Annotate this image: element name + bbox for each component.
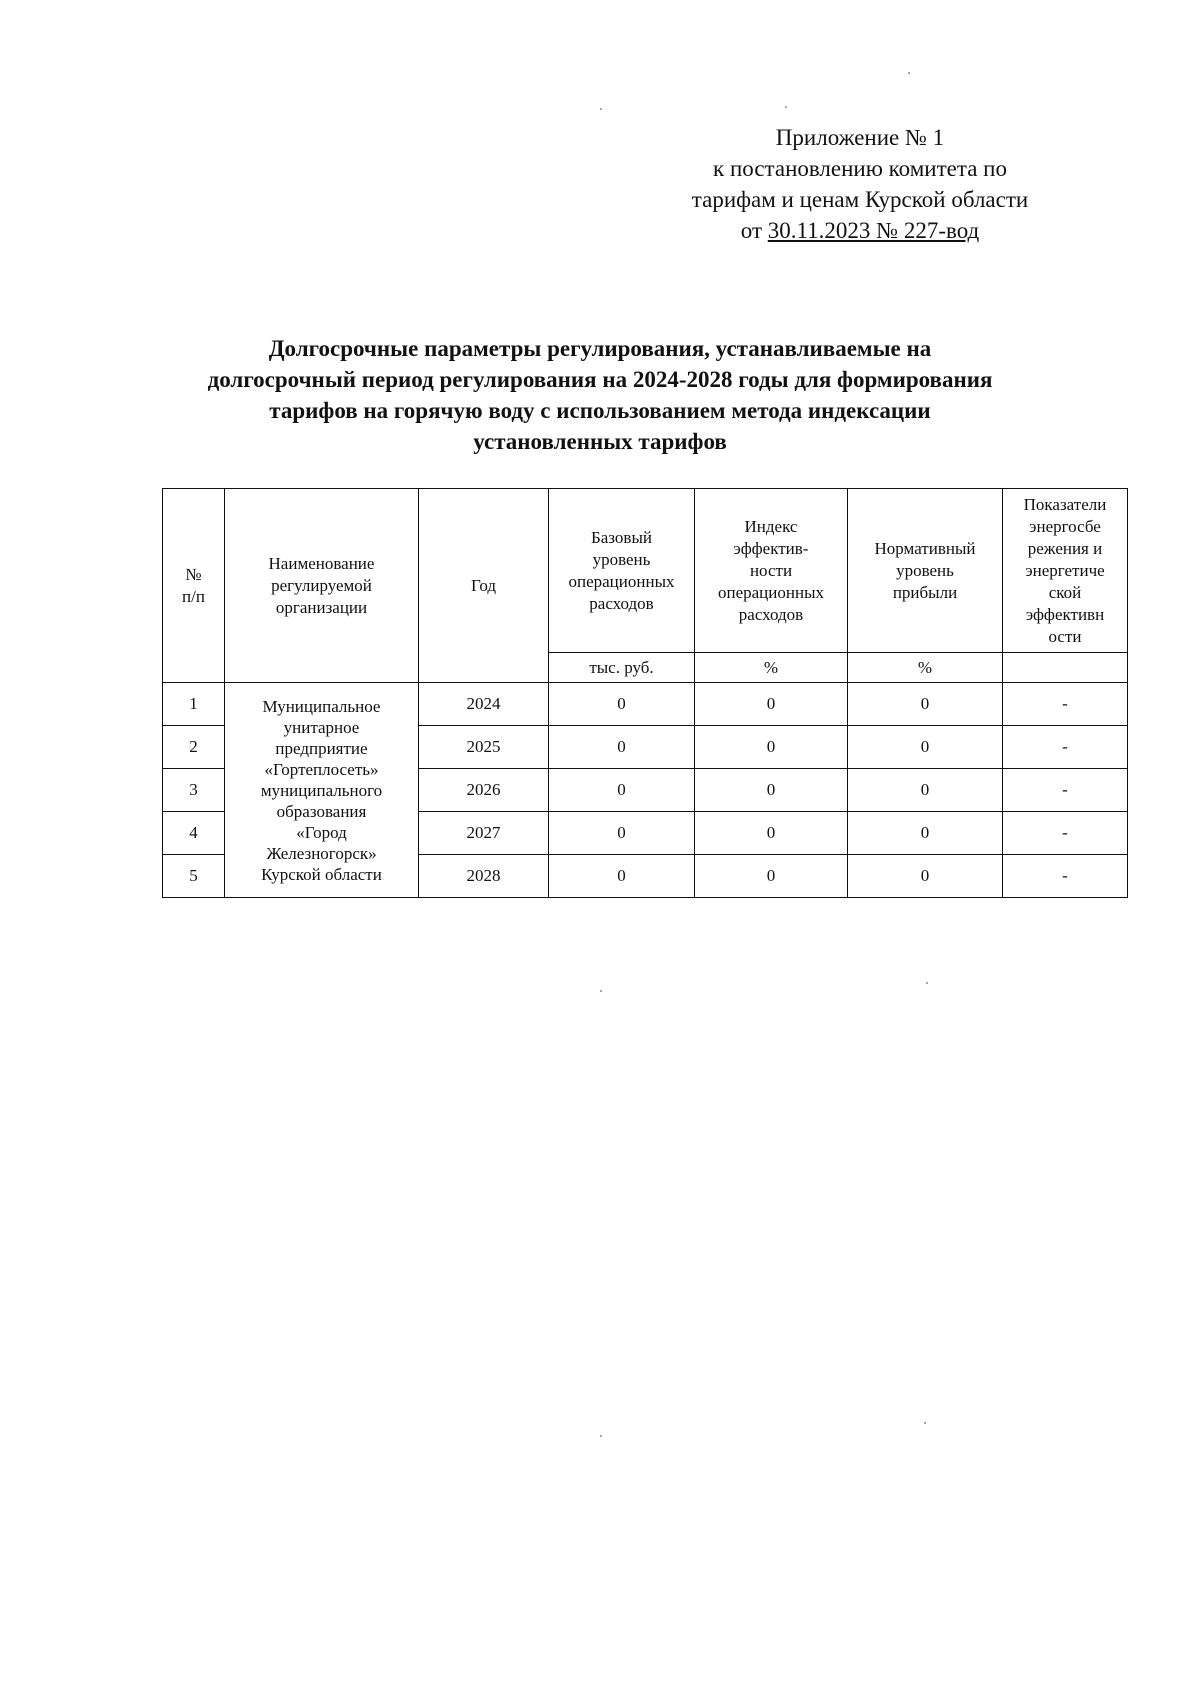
cell-base: 0 [549, 726, 695, 769]
org-line: Курской области [261, 864, 382, 884]
cell-year: 2025 [419, 726, 549, 769]
scan-speck [908, 72, 910, 74]
cell-num: 2 [163, 726, 225, 769]
title-line-2: долгосрочный период регулирования на 2024-2028 годы для формирования [207, 367, 993, 392]
cell-num: 5 [163, 855, 225, 898]
cell-profit: 0 [848, 812, 1003, 855]
header-year: Год [419, 489, 549, 683]
scan-speck [926, 982, 928, 984]
header-energy-line: эффективн [1025, 604, 1105, 624]
title-line-4: установленных тарифов [473, 429, 727, 454]
header-base-line: операционных [568, 571, 675, 591]
header-num-line: № [185, 564, 202, 584]
cell-energy: - [1003, 726, 1128, 769]
org-line: Железногорск» [266, 843, 377, 863]
cell-index: 0 [695, 769, 848, 812]
appendix-line-4 [640, 215, 1080, 246]
cell-year: 2027 [419, 812, 549, 855]
cell-num: 1 [163, 683, 225, 726]
header-num-line: п/п [182, 586, 205, 606]
cell-index: 0 [695, 855, 848, 898]
document-title [130, 333, 1070, 457]
table-row [163, 683, 1128, 726]
org-line: «Город [296, 822, 347, 842]
cell-year: 2026 [419, 769, 549, 812]
cell-base: 0 [549, 812, 695, 855]
header-index-line: эффектив- [733, 538, 809, 558]
appendix-date-prefix: от [740, 218, 768, 243]
header-index-line: операционных [717, 582, 824, 602]
header-energy [1003, 489, 1128, 653]
cell-base: 0 [549, 769, 695, 812]
appendix-header [640, 122, 1080, 246]
scan-speck [600, 1435, 602, 1437]
scan-speck [785, 106, 787, 108]
header-base-line: расходов [589, 593, 654, 613]
cell-energy: - [1003, 855, 1128, 898]
appendix-document-ref: 30.11.2023 № 227-вод [767, 218, 980, 243]
header-energy-line: ской [1048, 582, 1082, 602]
cell-profit: 0 [848, 855, 1003, 898]
cell-index: 0 [695, 683, 848, 726]
header-profit-line: уровень [896, 560, 954, 580]
cell-base: 0 [549, 683, 695, 726]
header-profit-line: прибыли [892, 582, 958, 602]
cell-profit: 0 [848, 769, 1003, 812]
header-profit [848, 489, 1003, 653]
parameters-table [162, 488, 1128, 898]
header-org [225, 489, 419, 683]
org-line: «Гортеплосеть» [264, 759, 379, 779]
header-org-line: организации [275, 597, 368, 617]
header-index-line: расходов [738, 604, 804, 624]
cell-profit: 0 [848, 726, 1003, 769]
unit-base: тыс. руб. [549, 653, 695, 683]
cell-year: 2028 [419, 855, 549, 898]
header-org-line: регулируемой [271, 575, 372, 595]
organization-name [225, 683, 419, 898]
cell-energy: - [1003, 683, 1128, 726]
header-energy-line: энергетиче [1025, 560, 1105, 580]
org-line: предприятие [275, 738, 368, 758]
title-line-1: Долгосрочные параметры регулирования, устанавливаемые на [268, 336, 932, 361]
cell-energy: - [1003, 812, 1128, 855]
scan-speck [924, 1422, 926, 1424]
scan-speck [600, 108, 602, 110]
appendix-line-2: к постановлению комитета по [713, 156, 1007, 181]
appendix-title: Приложение № 1 [775, 125, 945, 150]
header-num [163, 489, 225, 683]
title-line-3: тарифов на горячую воду с использованием метода индексации [269, 398, 931, 423]
cell-index: 0 [695, 812, 848, 855]
header-base-line: Базовый [591, 527, 652, 547]
header-index-line: Индекс [744, 516, 798, 536]
cell-base: 0 [549, 855, 695, 898]
org-line: муниципального [260, 780, 383, 800]
org-line: унитарное [283, 717, 360, 737]
cell-index: 0 [695, 726, 848, 769]
header-row [163, 489, 1128, 653]
header-index-line: ности [749, 560, 793, 580]
cell-profit: 0 [848, 683, 1003, 726]
cell-num: 4 [163, 812, 225, 855]
cell-num: 3 [163, 769, 225, 812]
header-energy-line: энергосбе [1029, 516, 1101, 536]
header-energy-line: режения и [1027, 538, 1103, 558]
cell-year: 2024 [419, 683, 549, 726]
header-profit-line: Нормативный [874, 538, 976, 558]
scan-speck [600, 990, 602, 992]
header-org-line: Наименование [268, 553, 375, 573]
header-energy-line: Показатели [1023, 494, 1107, 514]
header-base [549, 489, 695, 653]
unit-energy [1003, 653, 1128, 683]
header-index [695, 489, 848, 653]
header-energy-line: ости [1048, 626, 1082, 646]
cell-energy: - [1003, 769, 1128, 812]
org-line: образования [276, 801, 367, 821]
header-base-line: уровень [592, 549, 651, 569]
unit-profit: % [848, 653, 1003, 683]
unit-index: % [695, 653, 848, 683]
org-line: Муниципальное [262, 696, 381, 716]
appendix-line-3: тарифам и ценам Курской области [691, 187, 1029, 212]
